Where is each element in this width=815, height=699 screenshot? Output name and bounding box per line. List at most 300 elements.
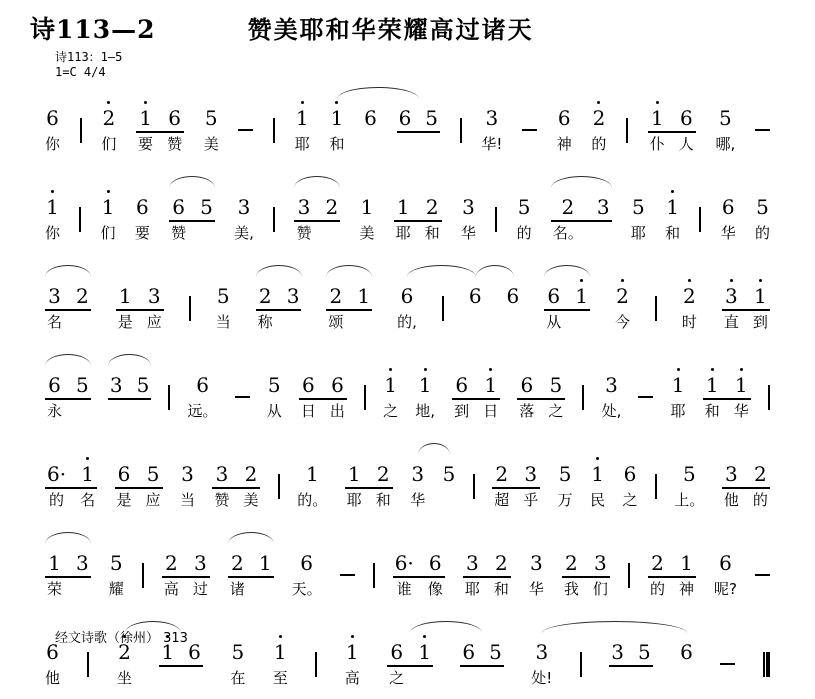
lyric: 当 <box>215 313 231 331</box>
lyric: 美 <box>203 135 219 153</box>
lyric: 和 <box>704 402 720 420</box>
note-digit: 1 <box>650 106 664 130</box>
note-digit: 2 <box>231 551 244 575</box>
barline <box>460 118 462 143</box>
beamed-note-group <box>394 188 442 244</box>
note-body <box>547 277 560 308</box>
lyric: 你 <box>45 135 61 153</box>
lyric: 落 <box>519 402 535 420</box>
note <box>267 366 282 422</box>
lyric: 华 <box>410 491 426 509</box>
note <box>425 188 440 244</box>
note <box>714 544 737 600</box>
note-digit: 2 <box>651 551 664 575</box>
note-digit: 1 <box>81 462 94 486</box>
note <box>188 366 218 422</box>
barline <box>273 207 275 232</box>
lyric: 他 <box>45 669 61 687</box>
lyric: 耀 <box>108 580 124 598</box>
note <box>721 188 736 244</box>
lyric: 你 <box>45 224 61 242</box>
note-digit: 5 <box>109 551 123 575</box>
note <box>395 544 414 600</box>
lyric: 地, <box>415 402 436 420</box>
note <box>193 544 208 600</box>
lyric: 人 <box>678 135 694 153</box>
beamed-note-group <box>326 277 372 333</box>
note <box>328 277 343 333</box>
lyric: 美 <box>243 491 259 509</box>
note <box>415 366 435 422</box>
octave-dot-zone <box>423 633 426 640</box>
lyric: 诸 <box>229 580 245 598</box>
note-digit: 2 <box>495 462 509 486</box>
lyric: 天。 <box>291 580 322 598</box>
note <box>396 188 411 244</box>
octave-dot <box>351 635 354 638</box>
note-body <box>559 455 572 486</box>
lyric: 之 <box>548 402 564 420</box>
note-body <box>194 544 207 575</box>
barline <box>364 385 366 410</box>
note-body <box>624 455 637 486</box>
note <box>529 544 544 600</box>
note-digit: 6 <box>302 373 315 397</box>
lyric: 和 <box>493 580 509 598</box>
octave-dot-zone <box>335 99 338 106</box>
note-body <box>725 455 738 486</box>
beamed-note-group <box>162 544 210 600</box>
note <box>330 366 345 422</box>
lyric: 耶 <box>464 580 480 598</box>
note-body <box>168 99 181 130</box>
lyric: 时 <box>681 313 697 331</box>
barline <box>87 652 89 677</box>
note-body <box>605 366 618 397</box>
note-digit: 1 <box>384 373 398 397</box>
note <box>345 633 360 689</box>
beamed-note-group <box>397 99 440 155</box>
note-body <box>397 188 410 219</box>
note-body <box>680 633 693 664</box>
octave-dot <box>656 101 659 104</box>
note-digit: 1 <box>48 551 61 575</box>
music-line <box>45 264 770 343</box>
note-digit: 3 <box>462 195 475 219</box>
note-digit: 6 <box>468 284 482 308</box>
note-digit: 3 <box>530 551 543 575</box>
note-body <box>231 633 244 664</box>
duration-dash <box>755 129 770 131</box>
lyric: 赞 <box>296 224 312 242</box>
octave-dot <box>740 368 743 371</box>
note-digit: 6 <box>364 106 377 130</box>
note <box>399 99 412 155</box>
note-digit: 2 <box>494 551 508 575</box>
octave-dot <box>759 279 762 282</box>
beamed-note-group <box>115 455 163 511</box>
note-digit: 1 <box>305 462 319 486</box>
slur-arc <box>45 265 91 277</box>
note <box>243 455 258 511</box>
lyric: 耶 <box>346 491 362 509</box>
barline <box>628 563 630 588</box>
note-digit: 5 <box>489 640 502 664</box>
scripture-reference: 诗113：1—5 <box>55 50 123 64</box>
note <box>101 99 116 155</box>
note-body <box>591 455 604 486</box>
beamed-note-group <box>345 455 393 511</box>
note-body <box>466 544 479 575</box>
beamed-note-group <box>452 366 500 422</box>
note <box>45 99 60 155</box>
note-body <box>306 455 319 486</box>
note-body <box>489 633 502 664</box>
note-body <box>425 99 438 130</box>
note <box>383 366 398 422</box>
note-digit: 1 <box>360 195 374 219</box>
note-digit: 6 <box>46 640 59 664</box>
lyric: 和 <box>424 224 440 242</box>
note-digit: 2 <box>565 551 578 575</box>
note-digit: 5 <box>558 462 572 486</box>
key-signature: 1=C 4/4 <box>55 65 106 79</box>
note-digit: 6 <box>506 284 520 308</box>
note-digit: 1 <box>680 551 693 575</box>
note-body <box>495 455 508 486</box>
note <box>665 188 680 244</box>
note <box>273 633 288 689</box>
octave-dot-zone <box>656 99 659 106</box>
lyric: 永 <box>47 402 63 420</box>
octave-dot-zone <box>597 99 600 106</box>
note <box>359 188 374 244</box>
note-body <box>48 366 61 397</box>
note <box>397 277 417 333</box>
note <box>507 277 520 333</box>
octave-dot <box>580 279 583 282</box>
music-lines <box>45 86 770 699</box>
octave-dot <box>597 101 600 104</box>
lyric: 们 <box>101 135 117 153</box>
octave-dot-zone <box>389 366 392 373</box>
note-body <box>181 455 194 486</box>
note-digit: 1 <box>347 462 361 486</box>
note-body <box>118 455 131 486</box>
note-body <box>725 277 738 308</box>
note-body <box>302 366 315 397</box>
beamed-note-group <box>648 99 696 155</box>
slur-arc <box>326 265 372 277</box>
note-digit: 3 <box>611 640 624 664</box>
note <box>230 544 245 600</box>
subtitle-block <box>0 50 815 80</box>
note-body <box>231 544 244 575</box>
note-digit: 5 <box>216 284 230 308</box>
note <box>296 188 311 244</box>
note <box>591 99 606 155</box>
note-body <box>399 99 412 130</box>
note-body <box>518 188 531 219</box>
note-body <box>484 366 497 397</box>
lyric: 直 <box>723 313 739 331</box>
note-digit: 2 <box>102 106 116 130</box>
note-digit: 2 <box>329 284 343 308</box>
octave-dot <box>596 457 599 460</box>
note-digit: 1 <box>705 373 719 397</box>
note-digit: 5 <box>517 195 531 219</box>
note-body <box>575 277 588 308</box>
note <box>204 99 219 155</box>
note-body <box>46 99 59 130</box>
lyric: 是 <box>116 491 132 509</box>
lyric: 之 <box>389 669 405 687</box>
note-body <box>418 633 431 664</box>
note-digit: 6 <box>557 106 571 130</box>
note-digit: 5 <box>632 195 645 219</box>
lyric: 赞 <box>214 491 230 509</box>
note-body <box>754 277 767 308</box>
lyric: 和 <box>375 491 391 509</box>
note <box>47 366 62 422</box>
octave-dot-zone <box>688 277 691 284</box>
barline <box>768 385 770 410</box>
note-digit: 6 <box>188 640 201 664</box>
lyric: 至 <box>272 669 288 687</box>
note-body <box>139 99 152 130</box>
octave-dot <box>279 635 282 638</box>
lyric: 们 <box>592 580 608 598</box>
barline <box>655 474 657 499</box>
note-body <box>638 633 651 664</box>
beamed-note-group <box>45 544 91 600</box>
lyric: 和 <box>329 135 345 153</box>
note-digit: 1 <box>357 284 371 308</box>
note <box>489 633 502 689</box>
lyric: 高 <box>163 580 179 598</box>
note <box>753 455 768 511</box>
lyric: 在 <box>230 669 246 687</box>
note-body <box>102 188 115 219</box>
octave-dot-zone <box>596 455 599 462</box>
note <box>494 455 509 511</box>
octave-dot-zone <box>424 366 427 373</box>
note-body <box>562 188 575 219</box>
note <box>47 455 66 511</box>
lyric: 从 <box>266 402 282 420</box>
note <box>200 188 213 244</box>
octave-dot-zone <box>621 277 624 284</box>
note-digit: 6 <box>300 551 313 575</box>
note-body <box>136 188 149 219</box>
lyric: 的。 <box>297 491 328 509</box>
note <box>680 633 693 689</box>
note <box>234 188 254 244</box>
note-digit: 6 <box>719 551 732 575</box>
note <box>590 455 605 511</box>
note <box>631 188 646 244</box>
note <box>171 188 186 244</box>
octave-dot-zone <box>301 99 304 106</box>
note-digit: 6 <box>462 640 476 664</box>
slur-arc <box>544 265 590 277</box>
note-digit: 3 <box>237 195 251 219</box>
note-digit: 5 <box>231 640 245 664</box>
note <box>364 99 377 155</box>
note-body <box>287 277 300 308</box>
note <box>650 99 665 155</box>
note <box>137 366 150 422</box>
note-body <box>530 544 543 575</box>
note-digit: 1 <box>330 106 344 130</box>
barline <box>582 385 584 410</box>
octave-dot <box>424 368 427 371</box>
note-digit: 5 <box>549 373 563 397</box>
note-body <box>616 277 629 308</box>
lyric: 的 <box>752 491 768 509</box>
note-body <box>110 366 123 397</box>
slur-arc <box>476 265 514 277</box>
duration-dash <box>720 663 735 665</box>
note <box>558 455 573 511</box>
octave-dot <box>86 457 89 460</box>
note-body <box>756 188 769 219</box>
note-body <box>200 188 213 219</box>
footer-source: 经文诗歌（徐州） 313 <box>55 631 188 646</box>
note-digit: 3 <box>411 462 425 486</box>
barline <box>495 207 497 232</box>
note-digit: 2 <box>164 551 178 575</box>
note-body <box>680 99 693 130</box>
octave-dot-zone <box>107 99 110 106</box>
note-digit: 6 <box>172 195 185 219</box>
octave-dot-zone <box>677 366 680 373</box>
note-body <box>735 366 748 397</box>
note-body <box>722 188 735 219</box>
note-body <box>110 544 123 575</box>
note-body <box>411 455 424 486</box>
note <box>523 455 538 511</box>
note-digit: 3 <box>596 195 610 219</box>
note-body <box>47 455 66 486</box>
note <box>638 633 651 689</box>
lyric: 远。 <box>187 402 218 420</box>
note-digit: 3 <box>297 195 311 219</box>
slur-arc <box>45 532 91 544</box>
note-body <box>357 277 370 308</box>
note-body <box>469 277 482 308</box>
note-digit: 1 <box>345 640 359 664</box>
note-digit: 2 <box>753 462 767 486</box>
note <box>462 633 475 689</box>
duration-dash <box>522 129 537 131</box>
lyric: 高 <box>344 669 360 687</box>
note-body <box>119 277 132 308</box>
note-digit: 6 <box>48 373 61 397</box>
octave-dot <box>107 101 110 104</box>
note-digit: 6 <box>428 551 442 575</box>
note-body <box>364 99 377 130</box>
note <box>461 188 476 244</box>
note <box>47 544 62 600</box>
note <box>602 366 622 422</box>
note-body <box>651 544 664 575</box>
octave-dot-zone <box>279 633 282 640</box>
beamed-note-group <box>45 277 91 333</box>
note-digit: 5 <box>204 106 218 130</box>
note-body <box>597 188 610 219</box>
note-body <box>46 188 59 219</box>
note-body <box>666 188 679 219</box>
lyric: 从 <box>546 313 562 331</box>
lyric: 华 <box>733 402 749 420</box>
note <box>650 544 665 600</box>
beamed-note-group <box>460 633 503 689</box>
note <box>45 188 60 244</box>
lyric: 坐 <box>116 669 132 687</box>
note <box>389 633 404 689</box>
barline <box>80 118 82 143</box>
lyric: 当 <box>179 491 195 509</box>
note-digit: 3 <box>215 462 229 486</box>
song-number: 诗113—2 <box>30 15 156 44</box>
note-digit: 5 <box>683 462 696 486</box>
lyric: 出 <box>329 402 345 420</box>
slur-arc <box>108 354 151 366</box>
octave-dot-zone <box>489 366 492 373</box>
note <box>292 544 322 600</box>
note-body <box>172 188 185 219</box>
note <box>295 99 310 155</box>
beamed-note-group <box>294 188 340 244</box>
note-digit: 1 <box>418 640 431 664</box>
barline <box>699 207 701 232</box>
note-body <box>390 633 403 664</box>
note <box>167 99 182 155</box>
lyric: 耶 <box>294 135 310 153</box>
note-body <box>419 366 432 397</box>
note-digit: 6 <box>623 462 637 486</box>
beamed-note-group <box>228 544 274 600</box>
note <box>138 99 153 155</box>
note-digit: 3 <box>605 373 618 397</box>
note-body <box>296 99 309 130</box>
note-digit: 5 <box>267 373 281 397</box>
note-digit: 2 <box>376 462 390 486</box>
note <box>753 277 768 333</box>
octave-dot-zone <box>580 277 583 284</box>
note-body <box>137 366 150 397</box>
note <box>623 455 638 511</box>
note-body <box>524 455 537 486</box>
note-digit: 3 <box>724 462 738 486</box>
note-digit: 2 <box>76 284 89 308</box>
duration-dash <box>638 396 653 398</box>
note <box>454 366 469 422</box>
note-digit: 5 <box>136 373 150 397</box>
lyric: 荣 <box>47 580 63 598</box>
lyric: 华 <box>720 224 736 242</box>
lyric: 赞 <box>171 224 187 242</box>
note <box>216 277 231 333</box>
note-body <box>384 366 397 397</box>
slur-arc <box>337 87 419 99</box>
note-body <box>565 544 578 575</box>
note <box>301 366 316 422</box>
note-body <box>549 366 562 397</box>
note-body <box>81 455 94 486</box>
lyric: 称 <box>257 313 273 331</box>
